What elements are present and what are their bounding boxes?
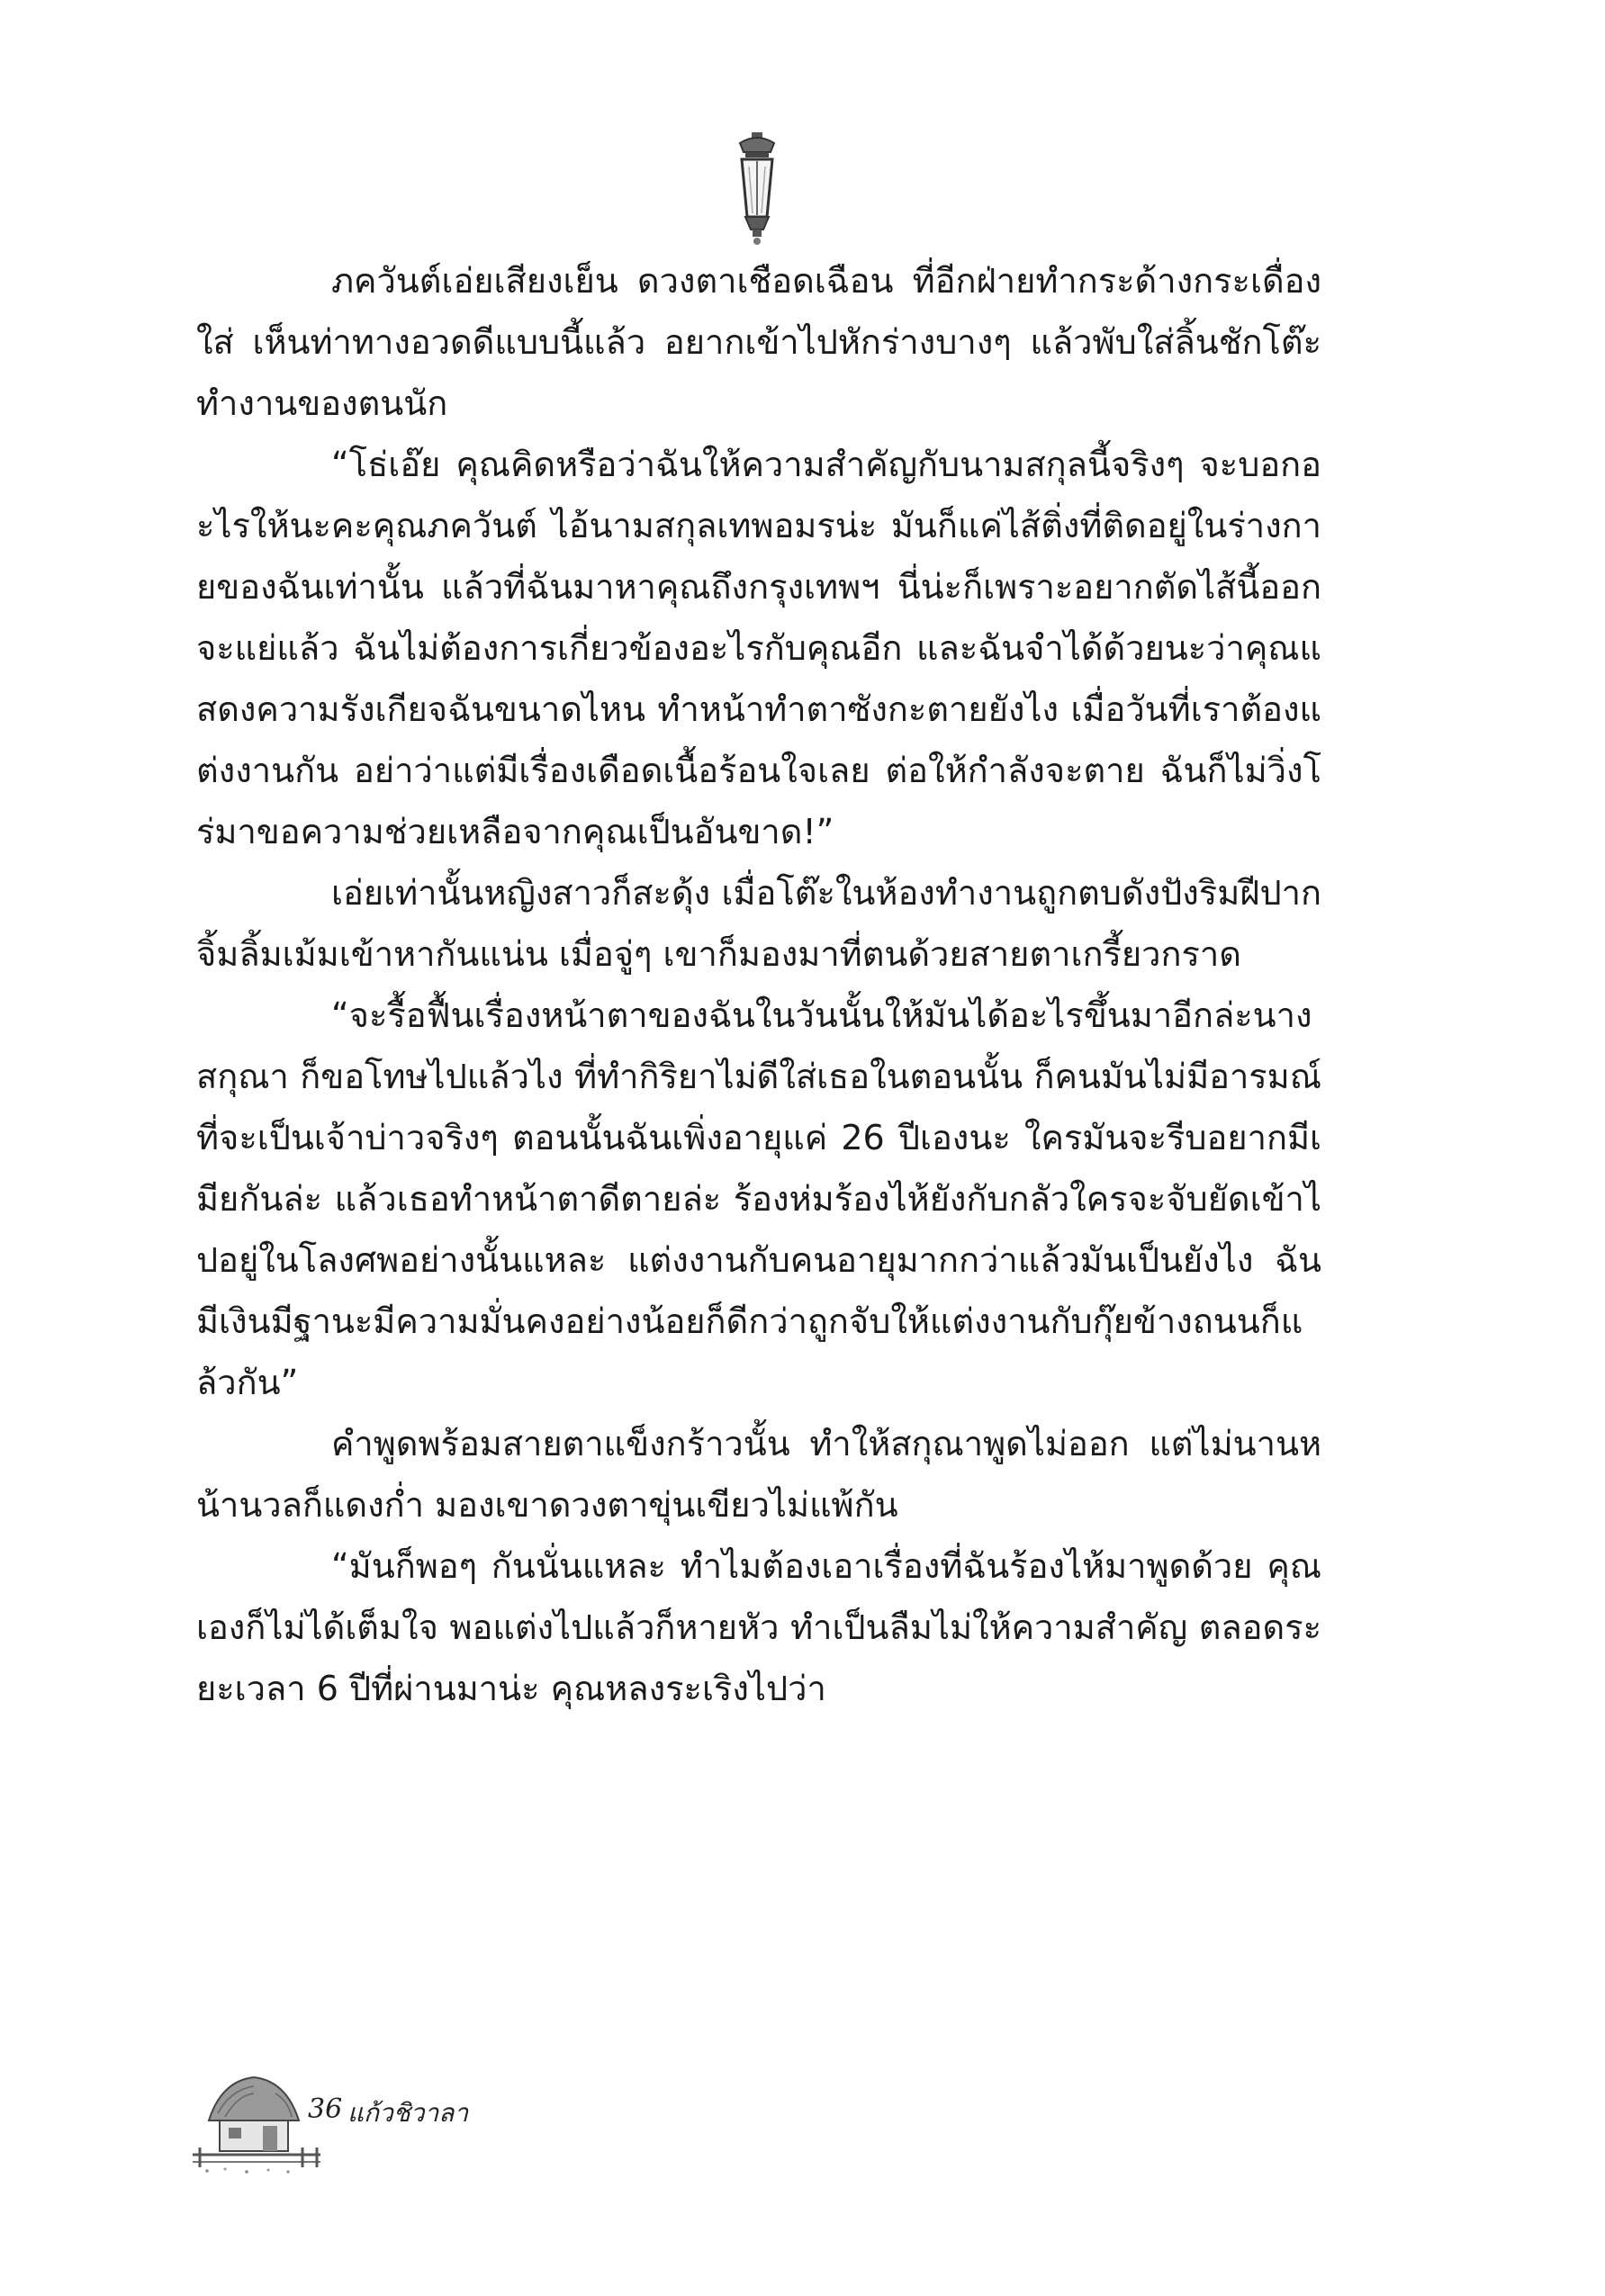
paragraph: “มันก็พอๆ กันนั่นแหละ ทำไมต้องเอาเรื่องที่ฉันร้องไห้มาพูดด้วย คุณเองก็ไม่ได้เต็มใจ พอแต่งไปแล้วก็หายหัว ทำเป็นลืมไม่ให้ความสำคัญ ตลอดระยะเวลา 6 ปีที่ผ่านมาน่ะ คุณหลงระเริงไปว่า [196,1546,1321,1708]
lantern-icon [731,131,783,248]
body-text [196,250,1321,1719]
paragraph: คำพูดพร้อมสายตาแข็งกร้าวนั้น ทำให้สกุณาพูดไม่ออก แต่ไม่นานหน้านวลก็แดงก่ำ มองเขาดวงตาขุ่นเขียวไม่แพ้กัน [196,1424,1321,1525]
paragraph: เอ่ยเท่านั้นหญิงสาวก็สะดุ้ง เมื่อโต๊ะในห้องทำงานถูกตบดังปังริมฝีปากจิ้มลิ้มเม้มเข้าหากันแน่น เมื่อจู่ๆ เขาก็มองมาที่ตนด้วยสายตาเกรี้ยวกราด [196,873,1321,974]
page-footer [189,2068,495,2176]
paragraph: “จะรื้อฟื้นเรื่องหน้าตาของฉันในวันนั้นให้มันได้อะไรขึ้นมาอีกล่ะนางสกุณา ก็ขอโทษไปแล้วไง ที่ทำกิริยาไม่ดีใส่เธอในตอนนั้น ก็คนมันไม่มีอารมณ์ที่จะเป็นเจ้าบ่าวจริงๆ ตอนนั้นฉันเพิ่งอายุแค่ 26 ปีเองนะ ใครมันจะรีบอยากมีเมียกันล่ะ แล้วเธอทำหน้าตาดีตายล่ะ ร้องห่มร้องไห้ยังกับกลัวใครจะจับยัดเข้าไปอยู่ในโลงศพอย่างนั้นแหละ แต่งงานกับคนอายุมากกว่าแล้วมันเป็นยังไง ฉันมีเงินมีฐานะมีความมั่นคงอย่างน้อยก็ดีกว่าถูกจับให้แต่งงานกับกุ๊ยข้างถนนก็แล้วกัน” [196,995,1321,1402]
paragraph: “โธ่เอ๊ย คุณคิดหรือว่าฉันให้ความสำคัญกับนามสกุลนี้จริงๆ จะบอกอะไรให้นะคะคุณภควันต์ ไอ้นามสกุลเทพอมรน่ะ มันก็แค่ไส้ติ่งที่ติดอยู่ในร่างกายของฉันเท่านั้น แล้วที่ฉันมาหาคุณถึงกรุงเทพฯ นี่น่ะก็เพราะอยากตัดไส้นี้ออกจะแย่แล้ว ฉันไม่ต้องการเกี่ยวข้องอะไรกับคุณอีก และฉันจำได้ด้วยนะว่าคุณแสดงความรังเกียจฉันขนาดไหน ทำหน้าทำตาซังกะตายยังไง เมื่อวันที่เราต้องแต่งงานกัน อย่าว่าแต่มีเรื่องเดือดเนื้อร้อนใจเลย ต่อให้กำลังจะตาย ฉันก็ไม่วิ่งโร่มาขอความช่วยเหลือจากคุณเป็นอันขาด!” [196,445,1321,851]
book-title: แก้วชิวาลา [347,2098,469,2128]
paragraph: ภควันต์เอ่ยเสียงเย็น ดวงตาเชือดเฉือน ที่อีกฝ่ายทำกระด้างกระเดื่องใส่ เห็นท่าทางอวดดีแบบนี้แล้ว อยากเข้าไปหักร่างบางๆ แล้วพับใส่ลิ้นชักโต๊ะทำงานของตนนัก [196,261,1321,423]
cottage-illustration [189,2068,324,2174]
page-number: 36 [308,2093,343,2125]
